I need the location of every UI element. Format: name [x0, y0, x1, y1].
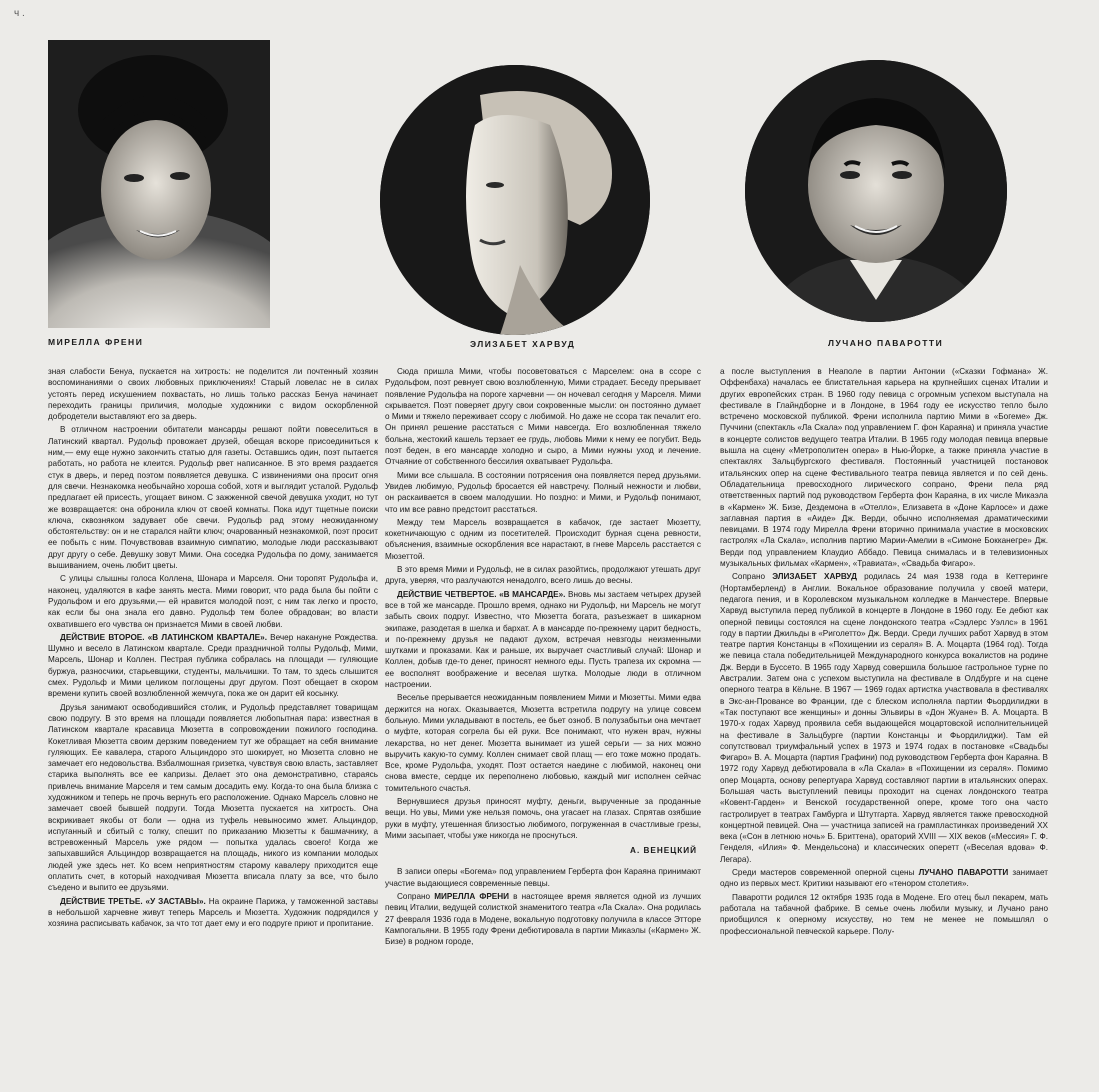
portrait-harwood-image [380, 65, 650, 335]
text-column-2 [385, 366, 701, 950]
paragraph [48, 632, 378, 700]
paragraph [720, 867, 1048, 890]
paragraph [385, 891, 701, 947]
paragraph: Паваротти родился 12 октября 1935 года в Модене. Его отец был пекарем, мать работала на табачной фабрике. В семье очень любили музыку, и Лучано рано приобщился к оперному искусству, но тем не менее не помышлял о профессиональной певческой карьере. Полу- [720, 892, 1048, 936]
paragraph: Вернувшиеся друзья приносят муфту, деньги, вырученные за проданные вещи. Но увы, Мими уже нельзя помочь, она угасает на глазах. Спрятав озябшие руки в муфту, утешенная близостью любимого, погруженная в счастливые грезы, Мими засыпает, чтобы уже никогда не проснуться. [385, 796, 701, 840]
author-signature: А. ВЕНЕЦКИЙ [630, 846, 697, 856]
paragraph: Между тем Марсель возвращается в кабачок, где застает Мюзетту, кокетничающую с одним из посетителей. Происходит бурная сцена ревности, объяснения, взаимные оскорбления все нарастают, в гневе Марсель расстается с Мюзеттой. [385, 517, 701, 561]
portrait-pavarotti-photo [745, 60, 1007, 322]
paragraph: Веселье прерывается неожиданным появлением Мими и Мюзетты. Мими едва держится на ногах. Оказывается, Мюзетта встретила подругу на улице совсем больную. Мими укладывают в постель, ее бьет озноб. В полузабытьи она мечтает о муфте, которая согрела бы ей руки. Все понимают, что нужен врач, нужны лекарства, но нет денег. Мюзетта вынимает из ушей серьги — за них можно выручить какую-то сумму. Коллен снимает свой плащ — его тоже можно продать. Все, кроме Рудольфа, уходят. Поэт остается наедине с любимой, наконец они снова вместе, сердце их переполнено любовью, каждый миг исполнен сейчас томительного счастья. [385, 693, 701, 793]
singer-name: ЭЛИЗАБЕТ ХАРВУД [772, 572, 857, 582]
text-column-1 [48, 366, 378, 932]
singer-name: ЛУЧАНО ПАВАРОТТИ [918, 868, 1009, 878]
caption-pavarotti: ЛУЧАНО ПАВАРОТТИ [828, 338, 944, 348]
caption-freni: МИРЕЛЛА ФРЕНИ [48, 337, 144, 347]
paragraph [48, 896, 378, 930]
paragraph: В отличном настроении обитатели мансарды решают пойти повеселиться в Латинский квартал. Рудольф провожает друзей, обещая вскоре присоединиться к ним,— ему еще нужно закончить статью для газеты. Оставшись один, поэт пытается работать, но работа не клеится. Рудольф рвет написанное. В это время раздается стук в дверь, и перед поэтом появляется девушка. С извинениями она просит огня для свечи. Незнакомка необычайно хороша собой, хотя и выглядит усталой. Рудольф предлагает ей присесть, угощает вином. С зажженной свечой девушка уходит, но тут же возвращается: она обронила ключ от своей комнаты. Пока идут тщетные поиски ключа, сквозняком задувает обе свечи. Рудольф рад этому неожиданному обстоятельству: он и не старался найти ключ; очарованный незнакомкой, поэт просит ее побыть с ним. Почувствовав взаимную симпатию, молодые люди рассказывают друг другу о себе. Девушку зовут Мими. Она соседка Рудольфа по дому, занимается вышиванием, очень любит цветы. [48, 425, 378, 571]
paragraph: а после выступления в Неаполе в партии Антонии («Сказки Гофмана» Ж. Оффенбаха) началась ее блистательная карьера на крупнейших сценах Италии и других европейских стран. В 1960 году певица с огромным успехом выступала на фестивале в Глайндборне и в Лондоне, в 1964 году ее искусство тепло было встречено московской публикой. Френи исполнила партию Мими в «Богеме» Дж. Пуччини (спектакль «Ла Скала» под управлением Г. фон Караяна) и приняла участие в концерте солистов ведущего театра Италии. В 1965 году молодая певица впервые вышла на сцену «Метрополитен опера» в Нью-Йорке, а также приняла участие в спектаклях Зальцбургского фестиваля. Постоянный участницей постановок итальянских опер на сцене Фестивального театра певица является и по сей день. Обладательница превосходного лирического сопрано, Френи пела ряд ответственных партий под руководством Герберта фон Караяна, в их числе Микаэла в «Кармен» Ж. Бизе, Дездемона в «Отелло», Елизавета в «Доне Карлосе» и даже заглавная партия в «Аиде» Дж. Верди, обычно исполняемая драматическими певицами. В 1974 году Мирелла Френи вторично принимала участие в московских гастролях «Ла Скала», исполнив партию Марии-Амелии в «Симоне Бокканегре» Дж. Верди под управлением Клаудио Аббадо. Певица снималась и в телевизионных музыкальных фильмах «Кармен», «Травиата», «Свадьба Фигаро». [720, 367, 1048, 569]
corner-mark: ч . [14, 8, 25, 19]
paragraph-text: Сопрано [732, 572, 766, 582]
paragraph: Сюда пришла Мими, чтобы посоветоваться с Марселем: она в ссоре с Рудольфом, поэт ревнует свою возлюбленную, Мими страдает. Беседу прерывает появление Рудольфа на пороге харчевни — он ночевал сегодня у Марселя. Мими скрывается. Поэт поверяет другу свои сокровенные мысли: он постоянно думает о Мими и тяжело переживает ссору с любимой. Но даже не ссора так печалит его. Он принял решение расстаться с Мими навсегда. Его возлюбленная тяжело больна, жестокий кашель терзает ее грудь, любовь Мими к нему ее погубит. Ведь поэт беден, в его мансарде холодно и сыро, а Мими нужны уход и лечение. Отчаяние от собственного бессилия охватывает Рудольфа. [385, 367, 701, 467]
paragraph: Друзья занимают освободившийся столик, и Рудольф представляет товарищам свою подругу. В это время на площади появляется любопытная пара: известная в Латинском квартале красавица Мюзетта в сопровождении пожилого господина. Кокетливая Мюзетта своим дерзким поведением тут же обращает на себя внимание гуляющих. Ее кавалера, старого Альциндоро это шокирует, но Мюзетта словно не замечает его недовольства. Взбалмошная гризетка, чувствуя свою власть, заставляет старика выполнять все ее капризы. Делает это она демонстративно, стараясь привлечь внимание Марселя и тем самым досадить ему. Когда-то она была близка с художником и теперь не прочь вернуть его расположение. Однако Марсель словно не замечает своей бывшей подруги. Тогда Мюзетта пускается на хитрость. Она вскрикивает якобы от боли — одна из туфель невыносимо жмет. Альциндор, испуганный и сбитый с толку, спешит по приказанию Мюзетты к башмачнику, а встревоженный Марсель уже рядом — попытка удалась своего! Когда же запыхавшийся Альциндор возвращается на площадь, никого из компании молодых людей уже здесь нет. Ко всем неприятностям старому кавалеру приходится еще оплатить счет, в который находчивая Мюзетта вписала плату за все, что было съедено и выпито ее друзьями. [48, 702, 378, 893]
paragraph-text: занимает одно из первых мест. Критики называют его «тенором столетия». [720, 868, 1048, 889]
paragraph-text: Вновь мы застаем четырех друзей все в той же мансарде. Прошло время, однако ни Рудольф, ни Марсель не могут забыть своих подруг. Известно, что Мюзетта богата, разъезжает в шикарном экипаже, разодетая в шелка и бархат. А в мансарде по-прежнему царит бедность, и по-прежнему друзья не падают духом, встречая невзгоды неизменными шутками и проказами. Как и раньше, их выручает счастливый случай: Шонар и Коллен, добыв где-то денег, приносят немного еды. Пусть трапеза их скромна — ее восполнят воображение и веселая шутка. Молодые люди в отличном настроении. [385, 589, 701, 690]
singer-name: МИРЕЛЛА ФРЕНИ [434, 892, 510, 902]
text-column-3 [720, 366, 1048, 939]
paragraph: В это время Мими и Рудольф, не в силах разойтись, продолжают утешать друг друга, уверяя, что разлучаются ненадолго, всего лишь до весны. [385, 565, 701, 586]
caption-harwood: ЭЛИЗАБЕТ ХАРВУД [470, 339, 576, 349]
portrait-freni-photo [48, 40, 270, 328]
portrait-pavarotti-image [745, 60, 1007, 322]
portrait-harwood-photo [380, 65, 650, 335]
paragraph: С улицы слышны голоса Коллена, Шонара и Марселя. Они торопят Рудольфа и, наконец, удаляются в кафе занять места. Мими говорит, что рада была бы пойти с Рудольфом и его друзьями,— ей нравится молодой поэт, с ним так легко и просто, как если бы она знала его давно. Рудольф тем более обрадован; во власти охватившего его чувства он признается Мими в своей любви. [48, 574, 378, 629]
paragraph-text: Среди мастеров современной оперной сцены [732, 868, 915, 878]
act-heading: ДЕЙСТВИЕ ВТОРОЕ. «В ЛАТИНСКОМ КВАРТАЛЕ». [60, 632, 267, 642]
act-heading: ДЕЙСТВИЕ ТРЕТЬЕ. «У ЗАСТАВЫ». [60, 896, 206, 906]
paragraph: В записи оперы «Богема» под управлением Герберта фон Караяна принимают участие выдающиеся современные певцы. [385, 867, 701, 888]
paragraph-text: родилась 24 мая 1938 года в Кеттеринге (Нортамберленд) в Англии. Вокальное образование получила у своей матери, педагога пения, и в Королевском музыкальном колледже в Манчестере. Впервые Харвуд выступила перед публикой в концерте в Лондоне в 1960 году. Ее дебют как оперной певицы состоялся на сцене лондонского театра «Сэдлерс Уэллс» в 1961 году в партии Джильды в «Риголетто» Дж. Верди. Среди лучших работ Харвуд в этом театре партия Констанцы в «Похищении из сераля» В. А. Моцарта (1964 год). Тогда же певица стала победительницей Международного конкурса вокалистов на родине Дж. Верди в Буссето. В 1965 году Харвуд совершила большое гастрольное турне по Австралии. Затем она с успехом выступила на фестивале в Олдбурге и на сцене оперного театра в Кёльне. В 1967 — 1969 годах артистка участвовала в фестивалях в Экс-ан-Провансе во Франции, где с блеском исполняла партии Фьордилиджи в «Так поступают все женщины» и донны Эльвиры в «Дон Жуане» В. А. Моцарта. В 1970-х годах Харвуд проявила себя выдающейся моцартовской исполнительницей на фестивале в Зальцбурге (партии Констанцы и Фьордилиджи). Там ей сопутствовал триумфальный успех в 1973 и 1974 годах в постановке «Свадьбы Фигаро» В. А. Моцарта (партия Графини) под руководством Герберта фон Караяна. В 1972 году Харвуд дебютировала в «Ла Скала» в «Похищении из сераля». Помимо опер Моцарта, основу репертуара Харвуд составляют партии в итальянских операх. Большая часть выступлений певицы проходит на сценах лондонского театра «Ковент-Гарден» и Венской государственной опере, кроме того она часто гастролирует в театрах Гамбурга и Штутгарта. Харвуд является также превосходной концертной певицей. Она — участница записей на грампластинках произведений XX века («Сон в летнюю ночь» Б. Бриттена), ораторий XVIII — XIX веков («Мессия» Г. Ф. Генделя, «Илия» Ф. Мендельсона) и классических оперетт («Веселая вдова» Ф. Легара). [720, 572, 1048, 864]
act-heading: ДЕЙСТВИЕ ЧЕТВЕРТОЕ. «В МАНСАРДЕ». [397, 589, 566, 599]
paragraph-text: в настоящее время является одной из лучших певиц Италии, ведущей солисткой знаменитого театра «Ла Скала». Она родилась 27 февраля 1936 года в Модене, вокальную подготовку получила в классе Этторе Кампогальяни. В 1955 году Френи дебютировала в партии Микаэлы («Кармен» Ж. Бизе) в родном городе, [385, 892, 701, 947]
paragraph-text: Сопрано [397, 892, 431, 902]
paragraph: зная слабости Бенуа, пускается на хитрость: не поделится ли почтенный хозяин воспоминаниями о своих любовных приключениях! Старый ловелас не в силах устоять перед искушением похвастать, но лишь только рассказ Бенуа начинает переходить границы приличия, молодые художники с видом оскорбленной добродетели выставляют его за дверь. [48, 367, 378, 422]
paragraph: Мими все слышала. В состоянии потрясения она появляется перед друзьями. Увидев любимую, Рудольф бросается ей навстречу. Полный нежности и любви, он раскаивается в своем малодушии. Но поздно: и Мими, и Рудольф понимают, что им все равно предстоит расстаться. [385, 470, 701, 514]
paragraph-text: Вечер накануне Рождества. Шумно и весело в Латинском квартале. Среди праздничной толпы Рудольф, Мими, Марсель, Шонар и Коллен. Пестрая публика собралась на площади — гуляющие буржуа, разносчики, старьевщики, студенты, мальчишки. То там, то здесь слышится смех. Рудольф и Мими целиком поглощены друг другом. Поэт обещает в скором времени купить своей возлюбленной жемчуга, пока же он дарит ей косынку. [48, 632, 379, 699]
portrait-freni-image [48, 40, 270, 328]
paragraph [720, 571, 1048, 865]
paragraph-text: На окраине Парижа, у таможенной заставы в небольшой харчевне живут теперь Марсель и Мюзетта. Художник подрядился у хозяина расписывать кабачок, за что тот дает ему и его подруге приют и пропитание. [48, 896, 378, 929]
paragraph [385, 589, 701, 691]
